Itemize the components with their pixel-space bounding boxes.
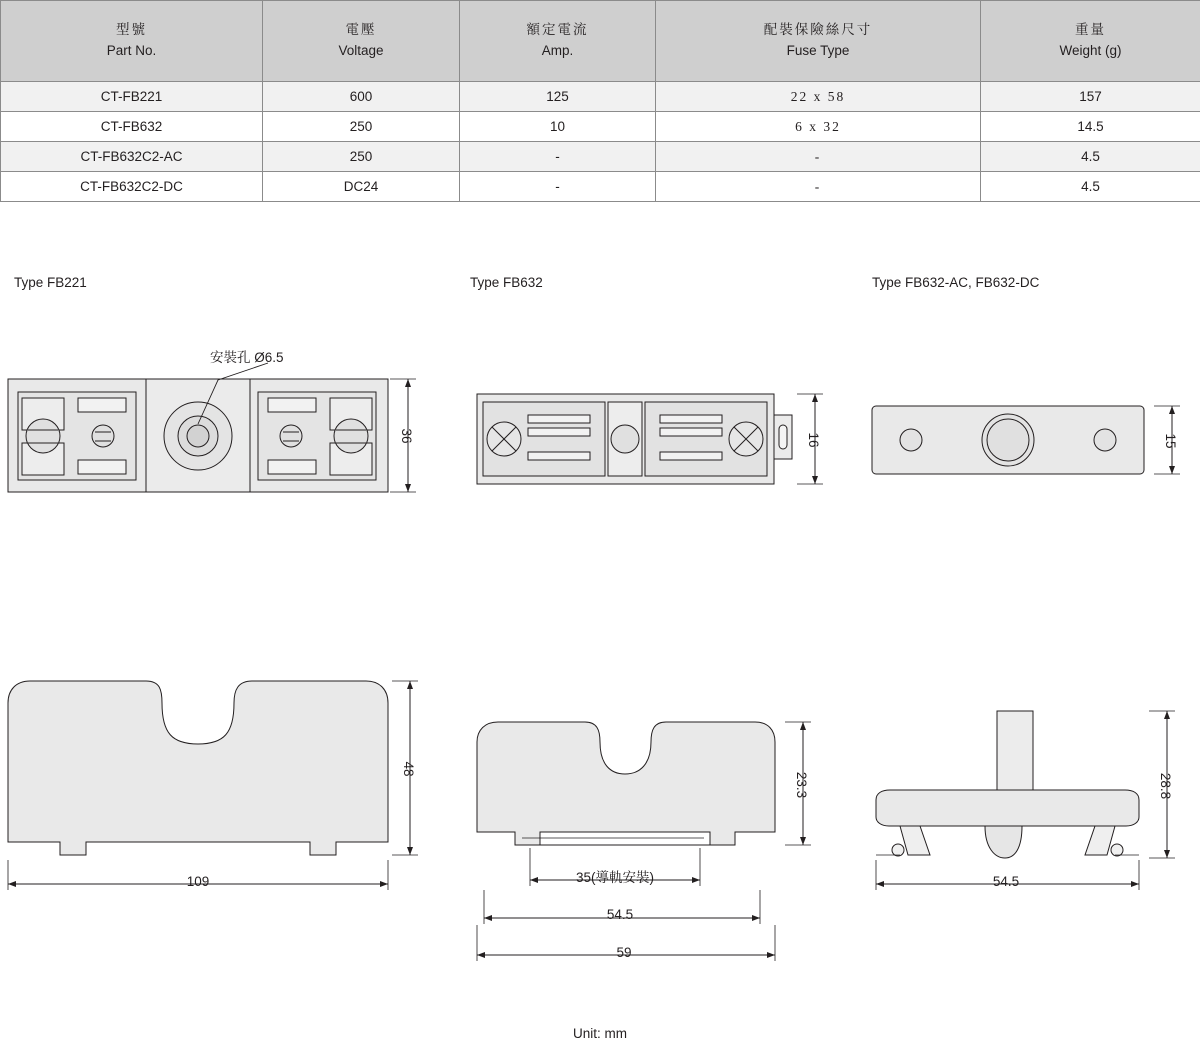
column-header-weight xyxy=(981,1,1200,82)
header-en: Amp. xyxy=(541,43,574,58)
header-en: Fuse Type xyxy=(786,43,850,58)
dimension-fb221-side-height xyxy=(392,681,418,855)
column-header-amp xyxy=(460,1,656,82)
column-header-fuse-type xyxy=(656,1,981,82)
label-fb632-mid-width: 54.5 xyxy=(606,907,634,922)
dimension-fb632c2-width xyxy=(876,860,1139,890)
label-fb632-rail: 35(導軌安裝) xyxy=(575,870,655,885)
section-title-fb632: Type FB632 xyxy=(470,275,543,290)
dimension-fb221-width xyxy=(8,860,388,890)
cell-fuse-type: 22 x 58 xyxy=(656,82,981,112)
label-fb221-width: 109 xyxy=(186,874,210,889)
cell-amp: - xyxy=(460,172,656,202)
cell-part-no: CT-FB632C2-DC xyxy=(1,172,263,202)
dimension-fb632-rail xyxy=(530,848,700,886)
cell-voltage: 250 xyxy=(263,142,460,172)
column-header-part-no xyxy=(1,1,263,82)
spec-table xyxy=(0,0,1200,202)
drawing-fb632c2-side-view xyxy=(876,711,1139,858)
dimension-fb632-height xyxy=(797,394,823,484)
drawing-fb632c2-top-view xyxy=(872,406,1144,474)
header-cn: 電壓 xyxy=(345,22,377,38)
cell-voltage: DC24 xyxy=(263,172,460,202)
cell-part-no: CT-FB632 xyxy=(1,112,263,142)
label-fb221-height: 36 xyxy=(399,428,414,444)
header-cn: 額定電流 xyxy=(526,22,589,38)
dimension-fb632c2-side-height xyxy=(1149,711,1175,858)
label-mounting-hole: 安裝孔 Ø6.5 xyxy=(210,350,284,365)
section-title-fb632c2: Type FB632-AC, FB632-DC xyxy=(872,275,1040,290)
cell-weight: 4.5 xyxy=(981,172,1200,202)
drawing-fb632-side-view xyxy=(477,722,775,845)
header-en: Part No. xyxy=(106,43,157,58)
cell-fuse-type: 6 x 32 xyxy=(656,112,981,142)
cell-amp: 125 xyxy=(460,82,656,112)
label-fb632c2-side-height: 28.8 xyxy=(1158,772,1173,800)
drawing-fb632-top-view xyxy=(477,394,792,484)
header-cn: 型號 xyxy=(116,22,147,38)
label-fb632c2-width: 54.5 xyxy=(992,874,1020,889)
table-row xyxy=(1,82,1200,112)
label-fb632-height: 16 xyxy=(806,432,821,448)
header-cn: 重量 xyxy=(1075,22,1106,38)
cell-fuse-type: - xyxy=(656,172,981,202)
header-en: Voltage xyxy=(338,43,384,58)
cell-amp: - xyxy=(460,142,656,172)
cell-fuse-type: - xyxy=(656,142,981,172)
label-fb632c2-height: 15 xyxy=(1163,433,1178,449)
table-row xyxy=(1,142,1200,172)
section-title-fb221: Type FB221 xyxy=(14,275,87,290)
header-en: Weight (g) xyxy=(1059,43,1122,58)
drawing-fb221-top-view xyxy=(8,363,388,492)
table-row xyxy=(1,112,1200,142)
cell-part-no: CT-FB221 xyxy=(1,82,263,112)
column-header-voltage xyxy=(263,1,460,82)
drawing-fb221-side-view xyxy=(8,681,388,855)
dimension-fb221-height xyxy=(390,379,416,492)
cell-part-no: CT-FB632C2-AC xyxy=(1,142,263,172)
cell-weight: 14.5 xyxy=(981,112,1200,142)
cell-voltage: 250 xyxy=(263,112,460,142)
dimension-fb632c2-height xyxy=(1154,406,1180,474)
unit-note: Unit: mm xyxy=(573,1026,627,1041)
dimension-fb632-mid-width xyxy=(484,890,760,924)
table-header-row xyxy=(1,1,1200,82)
table-row xyxy=(1,172,1200,202)
cell-weight: 4.5 xyxy=(981,142,1200,172)
dimension-fb632-side-height xyxy=(785,722,811,845)
cell-amp: 10 xyxy=(460,112,656,142)
cell-voltage: 600 xyxy=(263,82,460,112)
label-fb632-side-height: 23.3 xyxy=(794,771,809,799)
label-fb221-side-height: 48 xyxy=(401,761,416,777)
dimension-fb632-total-width xyxy=(477,925,775,961)
header-cn: 配裝保險絲尺寸 xyxy=(763,22,873,38)
cell-weight: 157 xyxy=(981,82,1200,112)
label-fb632-total-width: 59 xyxy=(616,945,632,960)
